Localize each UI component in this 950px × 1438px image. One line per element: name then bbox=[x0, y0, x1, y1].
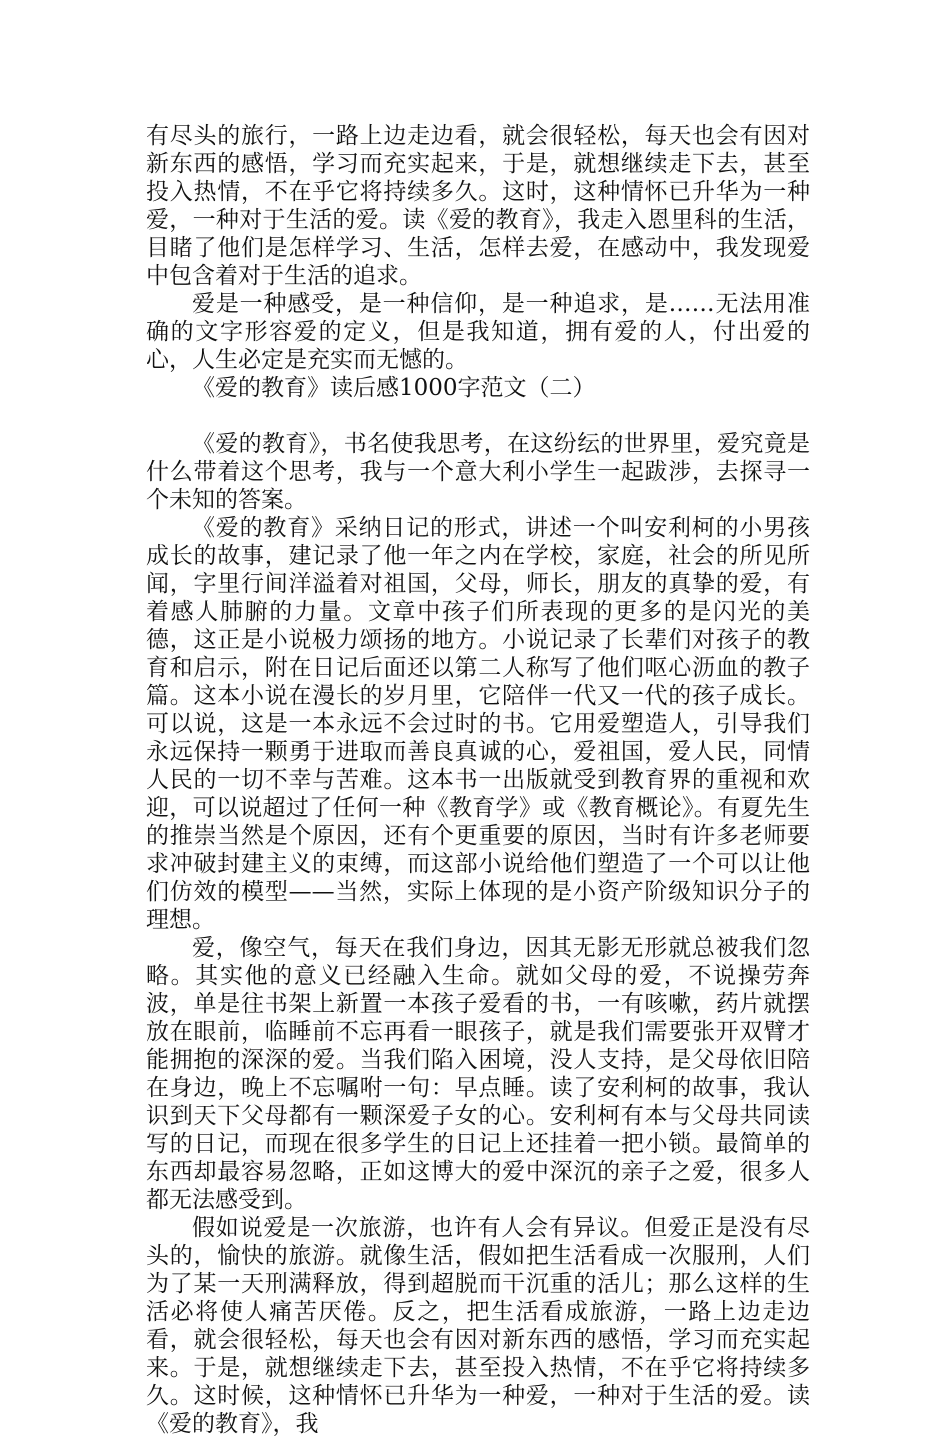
document-page bbox=[146, 122, 810, 1438]
intro-paragraph-continued: 有尽头的旅行，一路上边走边看，就会很轻松，每天也会有因对新东西的感悟，学习而充实起来，于是，就想继续走下去，甚至投入热情，不在乎它将持续多久。这时，这种情怀已升华为一种爱，一种对于生活的爱。读《爱的教育》，我走入恩里科的生活，目睹了他们是怎样学习、生活，怎样去爱，在感动中，我发现爱中包含着对于生活的追求。 bbox=[146, 123, 810, 289]
body-paragraph-1: 《爱的教育》，书名使我思考，在这纷纭的世界里，爱究竟是什么带着这个思考，我与一个意大利小学生一起跋涉，去探寻一个未知的答案。 bbox=[146, 431, 810, 513]
intro-paragraph-love-definition: 爱是一种感受，是一种信仰，是一种追求，是……无法用准确的文字形容爱的定义，但是我知道，拥有爱的人，付出爱的心，人生必定是充实而无憾的。 bbox=[146, 291, 810, 373]
body-paragraph-3: 爱，像空气，每天在我们身边，因其无影无形就总被我们忽略。其实他的意义已经融入生命。就如父母的爱，不说操劳奔波，单是往书架上新置一本孩子爱看的书，一有咳嗽，药片就摆放在眼前，临睡前不忘再看一眼孩子，就是我们需要张开双臂才能拥抱的深深的爱。当我们陷入困境，没人支持，是父母依旧陪在身边，晚上不忘嘱咐一句：早点睡。读了安利柯的故事，我认识到天下父母都有一颗深爱子女的心。安利柯有本与父母共同读写的日记，而现在很多学生的日记上还挂着一把小锁。最简单的东西却最容易忽略，正如这博大的爱中深沉的亲子之爱，很多人都无法感受到。 bbox=[146, 935, 810, 1213]
blank-line bbox=[146, 402, 810, 430]
body-paragraph-2: 《爱的教育》采纳日记的形式，讲述一个叫安利柯的小男孩成长的故事，建记录了他一年之内在学校，家庭，社会的所见所闻，字里行间洋溢着对祖国，父母，师长，朋友的真挚的爱，有着感人肺腑的力量。文章中孩子们所表现的更多的是闪光的美德，这正是小说极力颂扬的地方。小说记录了长辈们对孩子的教育和启示，附在日记后面还以第二人称写了他们呕心沥血的教子篇。这本小说在漫长的岁月里，它陪伴一代又一代的孩子成长。可以说，这是一本永远不会过时的书。它用爱塑造人，引导我们永远保持一颗勇于进取而善良真诚的心，爱祖国，爱人民，同情人民的一切不幸与苦难。这本书一出版就受到教育界的重视和欢迎，可以说超过了任何一种《教育学》或《教育概论》。有夏先生的推崇当然是个原因，还有个更重要的原因，当时有许多老师要求冲破封建主义的束缚，而这部小说给他们塑造了一个可以让他们仿效的模型——当然，实际上体现的是小资产阶级知识分子的理想。 bbox=[146, 515, 810, 933]
body-paragraph-4: 假如说爱是一次旅游，也许有人会有异议。但爱正是没有尽头的，愉快的旅游。就像生活，假如把生活看成一次服刑，人们为了某一天刑满释放，得到超脱而干沉重的活儿；那么这样的生活必将使人痛苦厌倦。反之，把生活看成旅游，一路上边走边看，就会很轻松，每天也会有因对新东西的感悟，学习而充实起来。于是，就想继续走下去，甚至投入热情，不在乎它将持续多久。这时候，这种情怀已升华为一种爱，一种对于生活的爱。读《爱的教育》，我 bbox=[146, 1215, 810, 1437]
section-title: 《爱的教育》读后感1000字范文（二） bbox=[192, 375, 596, 401]
